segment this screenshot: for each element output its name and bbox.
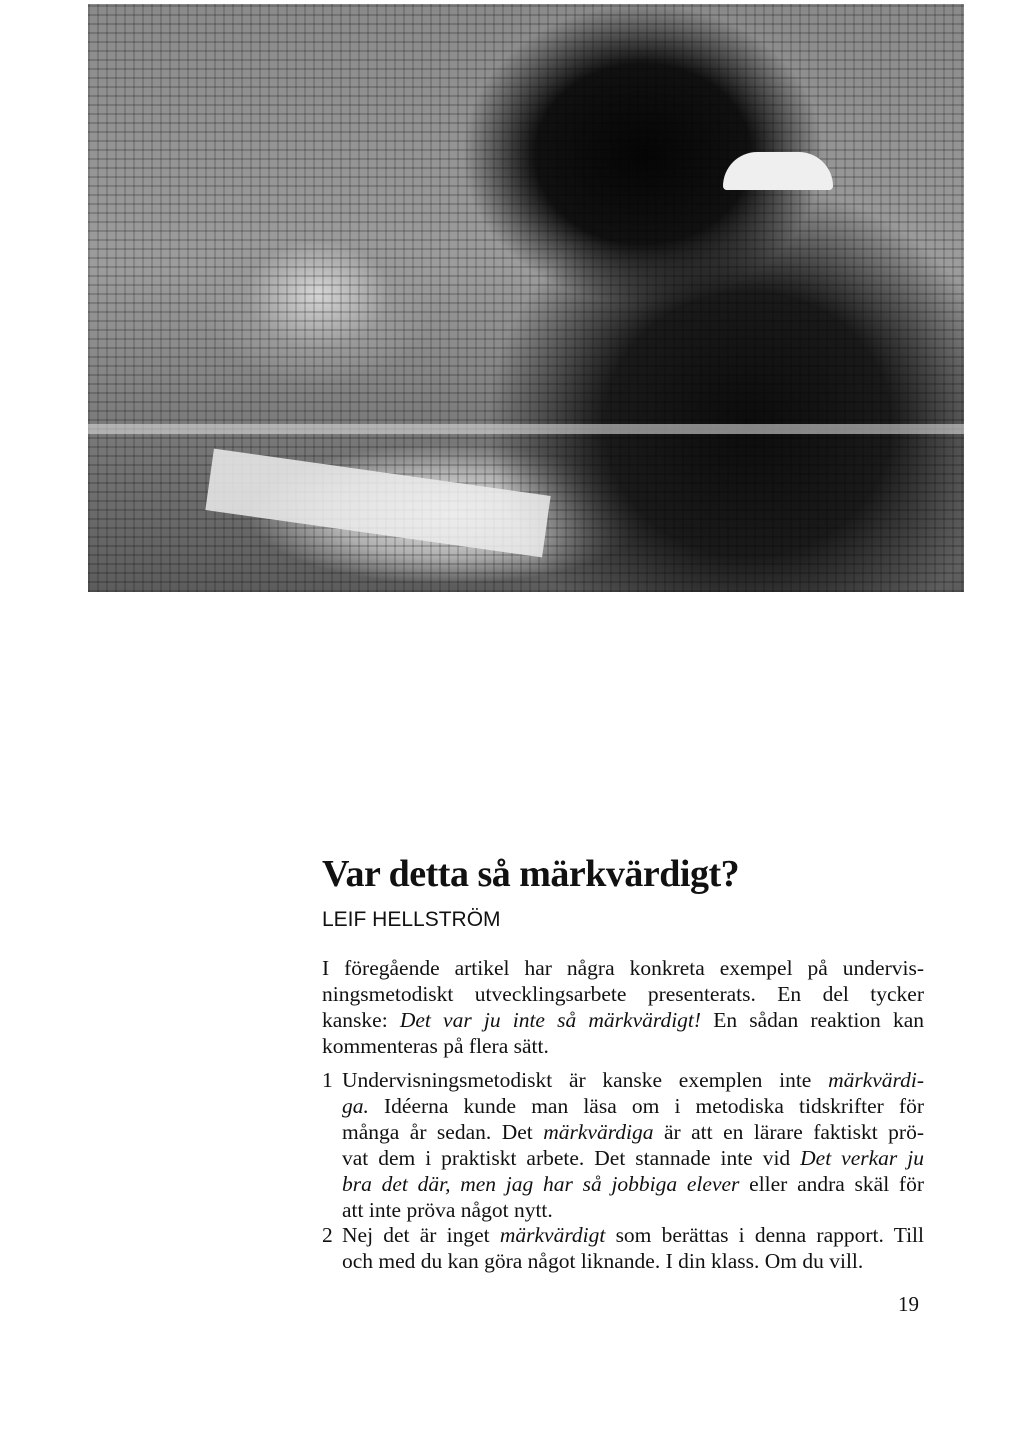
- list-line: [342, 1119, 924, 1145]
- intro-text: kanske:: [322, 1008, 400, 1032]
- list-text: eller andra skäl för: [739, 1172, 925, 1196]
- list-number: 2: [322, 1223, 333, 1247]
- list-emphasis: ga.: [342, 1094, 369, 1118]
- list-item-2: [322, 1222, 924, 1274]
- list-line: [342, 1093, 924, 1119]
- list-text: Undervisningsmetodiskt är kanske exemplen inte: [342, 1068, 829, 1092]
- list-emphasis: bra det där, men jag har så jobbiga elever: [342, 1172, 740, 1196]
- classroom-photo: [88, 4, 964, 592]
- list-text: är att en lärare faktiskt prö-: [653, 1120, 924, 1144]
- intro-line: ningsmetodiskt utvecklingsarbete presenterats. En del tycker: [322, 982, 924, 1006]
- list-line: [342, 1171, 924, 1197]
- list-line: och med du kan göra något liknande. I din klass. Om du vill.: [342, 1249, 864, 1273]
- list-emphasis: Det verkar ju: [800, 1146, 924, 1170]
- list-number: 1: [322, 1068, 333, 1092]
- list-line: att inte pröva något nytt.: [342, 1198, 553, 1222]
- list-emphasis: märkvärdi-: [828, 1068, 924, 1092]
- list-text: många år sedan. Det: [342, 1120, 544, 1144]
- list-item-body: [342, 1067, 924, 1223]
- page-number: 19: [898, 1292, 919, 1316]
- article-title: Var detta så märkvärdigt?: [322, 853, 740, 895]
- intro-line: kommenteras på flera sätt.: [322, 1034, 549, 1058]
- intro-text: En sådan reaktion kan: [701, 1008, 925, 1032]
- list-emphasis: märkvärdigt: [499, 1223, 606, 1247]
- list-text: Nej det är inget: [342, 1223, 500, 1247]
- article-author: LEIF HELLSTRÖM: [322, 908, 501, 931]
- list-text: Idéerna kunde man läsa om i metodiska tidskrifter för: [368, 1094, 924, 1118]
- intro-line: [322, 1007, 924, 1033]
- list-text: vat dem i praktiskt arbete. Det stannade inte vid: [342, 1146, 801, 1170]
- paper-sheet: [205, 449, 550, 558]
- desk-edge: [88, 424, 964, 434]
- list-text: som berättas i denna rapport. Till: [605, 1223, 924, 1247]
- intro-quote: Det var ju inte så märkvärdigt!: [399, 1008, 702, 1032]
- ceiling-lamp: [723, 152, 833, 190]
- intro-paragraph: [322, 955, 924, 1059]
- list-item-1: [322, 1067, 924, 1223]
- list-line: [342, 1222, 924, 1248]
- list-emphasis: märkvärdiga: [543, 1120, 654, 1144]
- list-line: [342, 1145, 924, 1171]
- intro-line: I föregående artikel har några konkreta exempel på undervis-: [322, 956, 924, 980]
- list-line: [342, 1067, 924, 1093]
- list-item-body: [342, 1222, 924, 1274]
